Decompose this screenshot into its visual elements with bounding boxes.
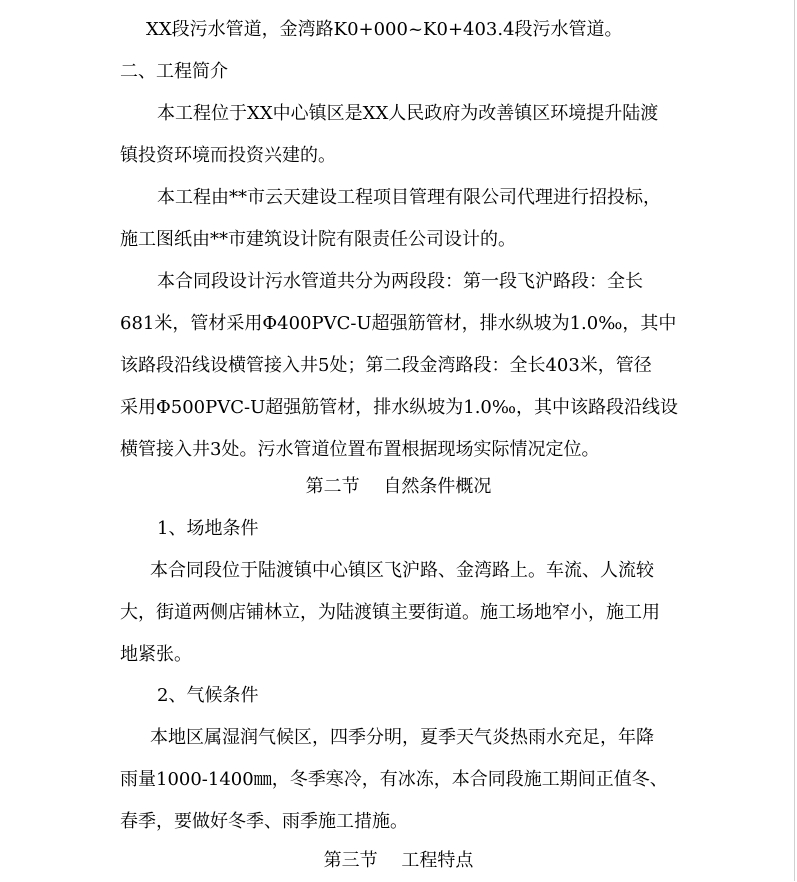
paragraph-line: 地紧张。 — [120, 644, 192, 665]
paragraph-line: 681米，管材采用Φ400PVC-U超强筋管材，排水纵坡为1.0‰，其中 — [120, 313, 677, 334]
paragraph-line: 大，街道两侧店铺林立，为陆渡镇主要街道。施工场地窄小，施工用 — [120, 602, 660, 623]
subheading-site-conditions: 1、场地条件 — [157, 518, 259, 539]
section-title-natural-conditions: 第二节 自然条件概况 — [305, 476, 492, 497]
paragraph-line: 雨量1000-1400㎜，冬季寒冷，有冰冻，本合同段施工期间正值冬、 — [120, 769, 668, 790]
paragraph-line: 该路段沿线设横管接入井5处；第二段金湾路段：全长403米，管径 — [120, 355, 652, 376]
paragraph-line: 本合同段位于陆渡镇中心镇区飞沪路、金湾路上。车流、人流较 — [150, 560, 654, 581]
paragraph-line: 施工图纸由**市建筑设计院有限责任公司设计的。 — [120, 229, 516, 250]
paragraph-line: 本工程由**市云天建设工程项目管理有限公司代理进行招投标， — [157, 187, 661, 208]
section-heading-project-overview: 二、工程简介 — [120, 61, 228, 82]
paragraph-line: 横管接入井3处。污水管道位置布置根据现场实际情况定位。 — [120, 439, 600, 460]
intro-line: XX段污水管道，金湾路K0+000~K0+403.4段污水管道。 — [146, 19, 623, 40]
paragraph-line: 本地区属湿润气候区，四季分明，夏季天气炎热雨水充足，年降 — [150, 727, 654, 748]
paragraph-line: 本合同段设计污水管道共分为两段段：第一段飞沪路段：全长 — [157, 271, 643, 292]
subheading-climate-conditions: 2、气候条件 — [157, 685, 259, 706]
paragraph-line: 春季，要做好冬季、雨季施工措施。 — [120, 811, 408, 832]
paragraph-line: 采用Φ500PVC-U超强筋管材，排水纵坡为1.0‰，其中该路段沿线设 — [120, 397, 679, 418]
paragraph-line — [0, 93, 797, 135]
section-title-project-features: 第三节 工程特点 — [323, 850, 474, 871]
line-text: 本工程位于XX中心镇区是XX人民政府为改善镇区环境提升陆渡 — [157, 103, 659, 124]
paragraph-line: 镇投资环境而投资兴建的。 — [120, 145, 336, 166]
